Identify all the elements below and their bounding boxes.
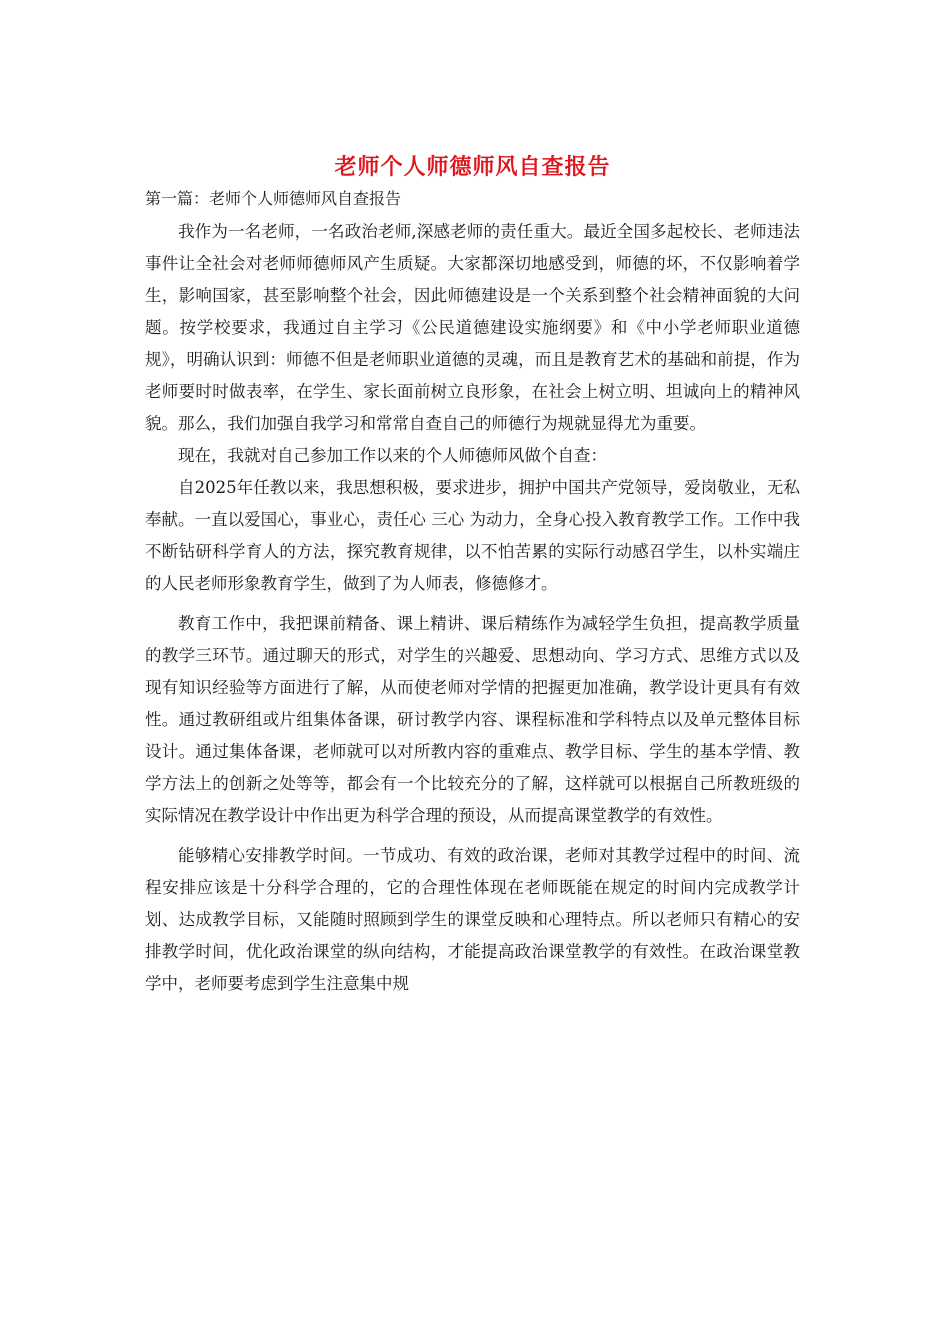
- paragraph-4: 教育工作中，我把课前精备、课上精讲、课后精练作为减轻学生负担，提高教学质量的教学三环节。通过聊天的形式，对学生的兴趣爱、思想动向、学习方式、思维方式以及现有知识经验等方面进行了解，从而使老师对学情的把握更加准确，教学设计更具有有效性。通过教研组或片组集体备课，研讨教学内容、课程标准和学科特点以及单元整体目标设计。通过集体备课，老师就可以对所教内容的重难点、教学目标、学生的基本学情、教学方法上的创新之处等等，都会有一个比较充分的了解，这样就可以根据自己所教班级的实际情况在教学设计中作出更为科学合理的预设，从而提高课堂教学的有效性。: [145, 614, 800, 825]
- paragraph-3: 自2025年任教以来，我思想积极，要求进步，拥护中国共产党领导，爱岗敬业，无私奉献。一直以爱国心，事业心，责任心 三心 为动力，全身心投入教育教学工作。工作中我不断钻研科学育人的方法，探究教育规律，以不怕苦累的实际行动感召学生，以朴实端庄的人民老师形象教育学生，做到了为人师表，修德修才。: [145, 478, 800, 593]
- paragraph-2: 现在，我就对自己参加工作以来的个人师德师风做个自查：: [178, 446, 607, 465]
- paragraph-5: 能够精心安排教学时间。一节成功、有效的政治课，老师对其教学过程中的时间、流程安排应该是十分科学合理的，它的合理性体现在老师既能在规定的时间内完成教学计划、达成教学目标，又能随时照顾到学生的课堂反映和心理特点。所以老师只有精心的安排教学时间，优化政治课堂的纵向结构，才能提高政治课堂教学的有效性。在政治课堂教学中，老师要考虑到学生注意集中规: [145, 846, 800, 993]
- document-subtitle: 第一篇：老师个人师德师风自查报告: [145, 189, 402, 208]
- document-title: 老师个人师德师风自查报告: [334, 154, 611, 180]
- paragraph-1: 我作为一名老师，一名政治老师,深感老师的责任重大。最近全国多起校长、老师违法事件让全社会对老师师德师风产生质疑。大家都深切地感受到，师德的坏，不仅影响着学生，影响国家，甚至影响整个社会，因此师德建设是一个关系到整个社会精神面貌的大问题。按学校要求，我通过自主学习《公民道德建设实施纲要》和《中小学老师职业道德规》，明确认识到：师德不但是老师职业道德的灵魂，而且是教育艺术的基础和前提，作为老师要时时做表率，在学生、家长面前树立良形象，在社会上树立明、坦诚向上的精神风貌。那么，我们加强自我学习和常常自查自己的师德行为规就显得尤为重要。: [145, 222, 800, 433]
- document-body: [145, 150, 800, 1000]
